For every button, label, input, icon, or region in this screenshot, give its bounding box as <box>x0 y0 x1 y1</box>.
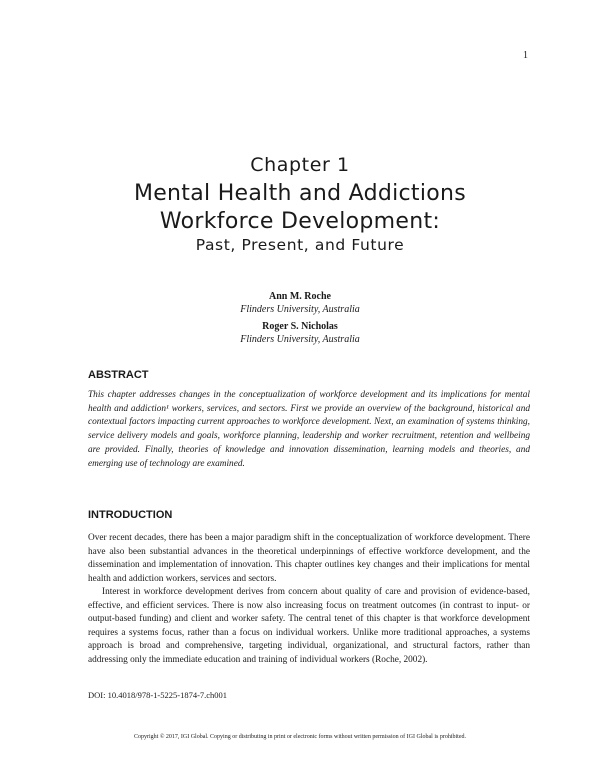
chapter-label: Chapter 1 <box>250 154 350 176</box>
author-affiliation: Flinders University, Australia <box>240 304 360 315</box>
copyright-notice: Copyright © 2017, IGI Global. Copying or distributing in print or electronic forms without written permission of IGI Global is prohibited. <box>133 734 466 740</box>
abstract-heading: ABSTRACT <box>88 369 149 381</box>
author-name: Roger S. Nicholas <box>262 321 338 332</box>
author-affiliation: Flinders University, Australia <box>240 334 360 345</box>
paragraph: Interest in workforce development derives from concern about quality of care and provision of evidence-based, effective, and efficient services. There is now also increasing focus on treatment outcomes (in contrast to input- or output-based funding) and client and worker safety. The central tenet of this chapter is that workforce development requires a systems focus, rather than a focus on individual workers. Unlike more traditional approaches, a systems approach is broad and comprehensive, targeting individual, organizational, and structural factors, rather than addressing only the immediate education and training of individual workers (Roche, 2002). <box>88 587 530 665</box>
introduction-heading: INTRODUCTION <box>88 509 173 521</box>
paragraph: Over recent decades, there has been a major paradigm shift in the conceptualization of workforce development. There have also been substantial advances in the theoretical underpinnings of effective workforce development, and the dissemination and implementation of innovation. This chapter outlines key changes and their implications for mental health and addiction workers, services and sectors. <box>88 533 530 584</box>
author-block <box>0 320 600 346</box>
chapter-title <box>0 180 600 236</box>
abstract-text: This chapter addresses changes in the conceptualization of workforce development and its implications for mental health and addiction¹ workers, services, and sectors. First we provide an overview of the background, historical and contextual factors impacting current approaches to workforce development. Next, an examination of systems thinking, service delivery models and goals, workforce planning, leadership and worker recruitment, retention and wellbeing are provided. Finally, theories of knowledge and innovation dissemination, learning models and theories, and emerging use of technology are examined. <box>88 390 530 469</box>
title-line-2: Workforce Development: <box>159 209 441 234</box>
author-block <box>0 290 600 316</box>
page-number: 1 <box>523 50 528 61</box>
author-name: Ann M. Roche <box>269 291 331 302</box>
doi: DOI: 10.4018/978-1-5225-1874-7.ch001 <box>88 690 228 700</box>
chapter-subtitle: Past, Present, and Future <box>195 236 405 254</box>
title-line-1: Mental Health and Addictions <box>133 181 467 206</box>
introduction-body <box>88 532 530 667</box>
